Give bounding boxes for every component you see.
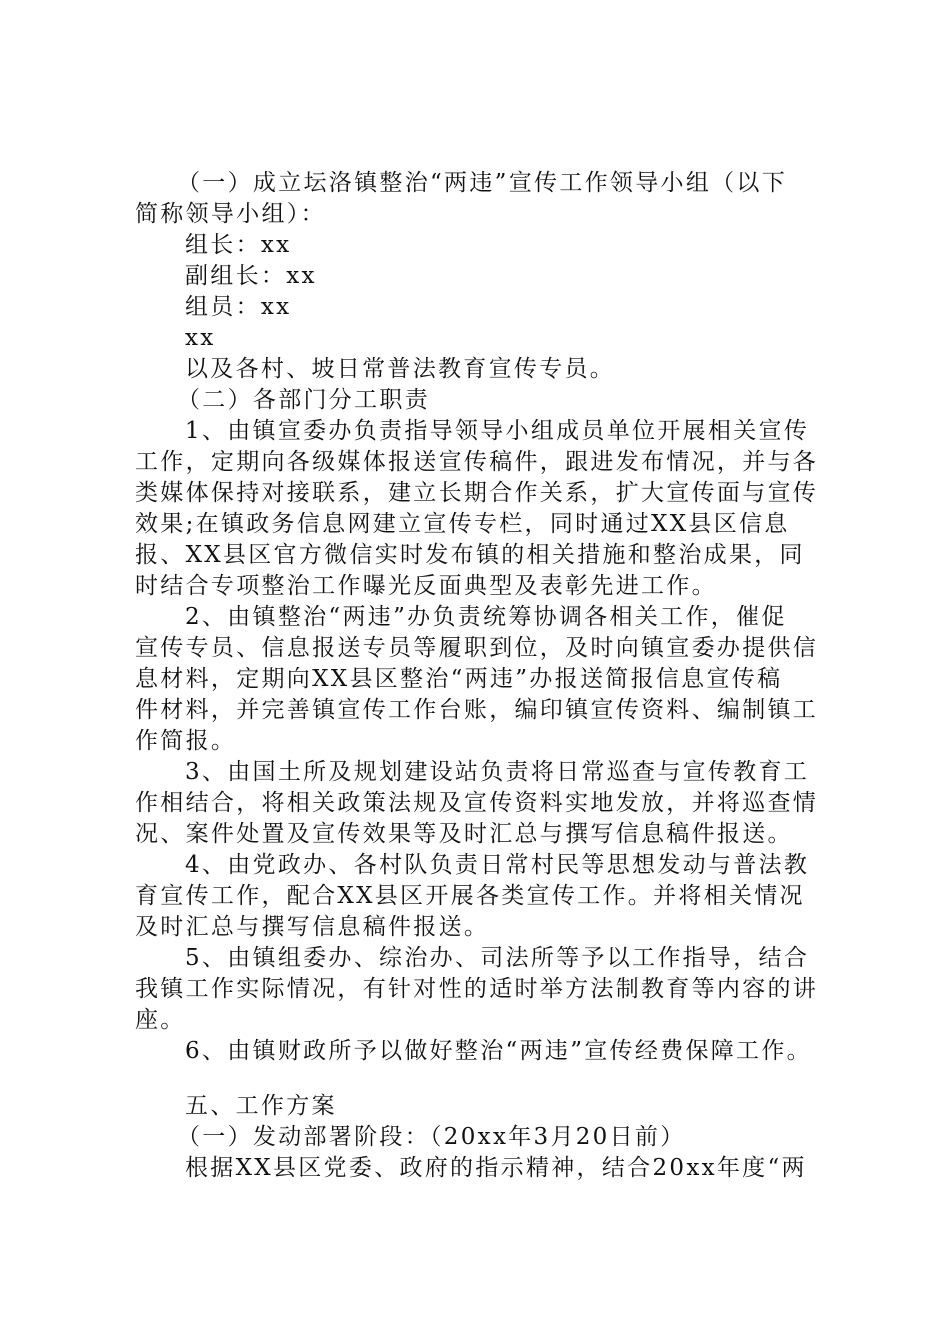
paragraph-line: 及时汇总与撰写信息稿件报送。 <box>135 914 490 940</box>
subsection-heading: （一）发动部署阶段：（20xx年3月20日前） <box>177 1124 686 1150</box>
section-heading: 五、工作方案 <box>185 1093 337 1119</box>
paragraph-line: 3、由国土所及规划建设站负责将日常巡查与宣传教育工 <box>185 759 810 785</box>
paragraph-line: 根据XX县区党委、政府的指示精神，结合20xx年度“两 <box>185 1155 807 1181</box>
paragraph-line: 作相结合，将相关政策法规及宣传资料实地发放，并将巡查情 <box>135 790 819 816</box>
paragraph-line: （一）成立坛洛镇整治“两违”宣传工作领导小组（以下 <box>177 170 788 196</box>
paragraph-line: 组长：xx <box>185 232 292 258</box>
paragraph-line: 座。 <box>135 1007 186 1033</box>
paragraph-line: 我镇工作实际情况，有针对性的适时举方法制教育等内容的讲 <box>135 976 819 1002</box>
document-body <box>135 168 835 1184</box>
paragraph-line: 1、由镇宣委办负责指导领导小组成员单位开展相关宣传 <box>185 418 810 444</box>
paragraph-line: 简称领导小组）： <box>135 201 326 227</box>
paragraph-line: xx <box>185 325 216 351</box>
paragraph-line: 以及各村、坡日常普法教育宣传专员。 <box>185 356 616 382</box>
paragraph-line: 工作，定期向各级媒体报送宣传稿件，跟进发布情况，并与各 <box>135 449 819 475</box>
paragraph-gap <box>135 1067 835 1091</box>
paragraph-line: 息材料，定期向XX县区整治“两违”办报送简报信息宣传稿 <box>135 666 783 692</box>
paragraph-line: 效果;在镇政务信息网建立宣传专栏，同时通过XX县区信息 <box>135 511 790 537</box>
paragraph-line: 类媒体保持对接联系，建立长期合作关系，扩大宣传面与宣传 <box>135 480 819 506</box>
paragraph-line: 作简报。 <box>135 728 237 754</box>
paragraph-line: 副组长：xx <box>185 263 317 289</box>
paragraph-line: 5、由镇组委办、综治办、司法所等予以工作指导，结合 <box>185 945 810 971</box>
paragraph-line: 况、案件处置及宣传效果等及时汇总与撰写信息稿件报送。 <box>135 821 793 847</box>
paragraph-line: 育宣传工作，配合XX县区开展各类宣传工作。并将相关情况 <box>135 883 805 909</box>
paragraph-line: 时结合专项整治工作曝光反面典型及表彰先进工作。 <box>135 573 717 599</box>
paragraph-line: 6、由镇财政所予以做好整治“两违”宣传经费保障工作。 <box>185 1038 812 1064</box>
paragraph-line: 报、XX县区官方微信实时发布镇的相关措施和整治成果，同 <box>135 542 805 568</box>
paragraph-line: 件材料，并完善镇宣传工作台账，编印镇宣传资料、编制镇工 <box>135 697 819 723</box>
paragraph-line: 2、由镇整治“两违”办负责统筹协调各相关工作，催促 <box>185 604 787 630</box>
section-heading: （二）各部门分工职责 <box>177 387 430 413</box>
paragraph-line: 4、由党政办、各村队负责日常村民等思想发动与普法教 <box>185 852 810 878</box>
paragraph-line: 宣传专员、信息报送专员等履职到位，及时向镇宣委办提供信 <box>135 635 819 661</box>
paragraph-line: 组员：xx <box>185 294 292 320</box>
